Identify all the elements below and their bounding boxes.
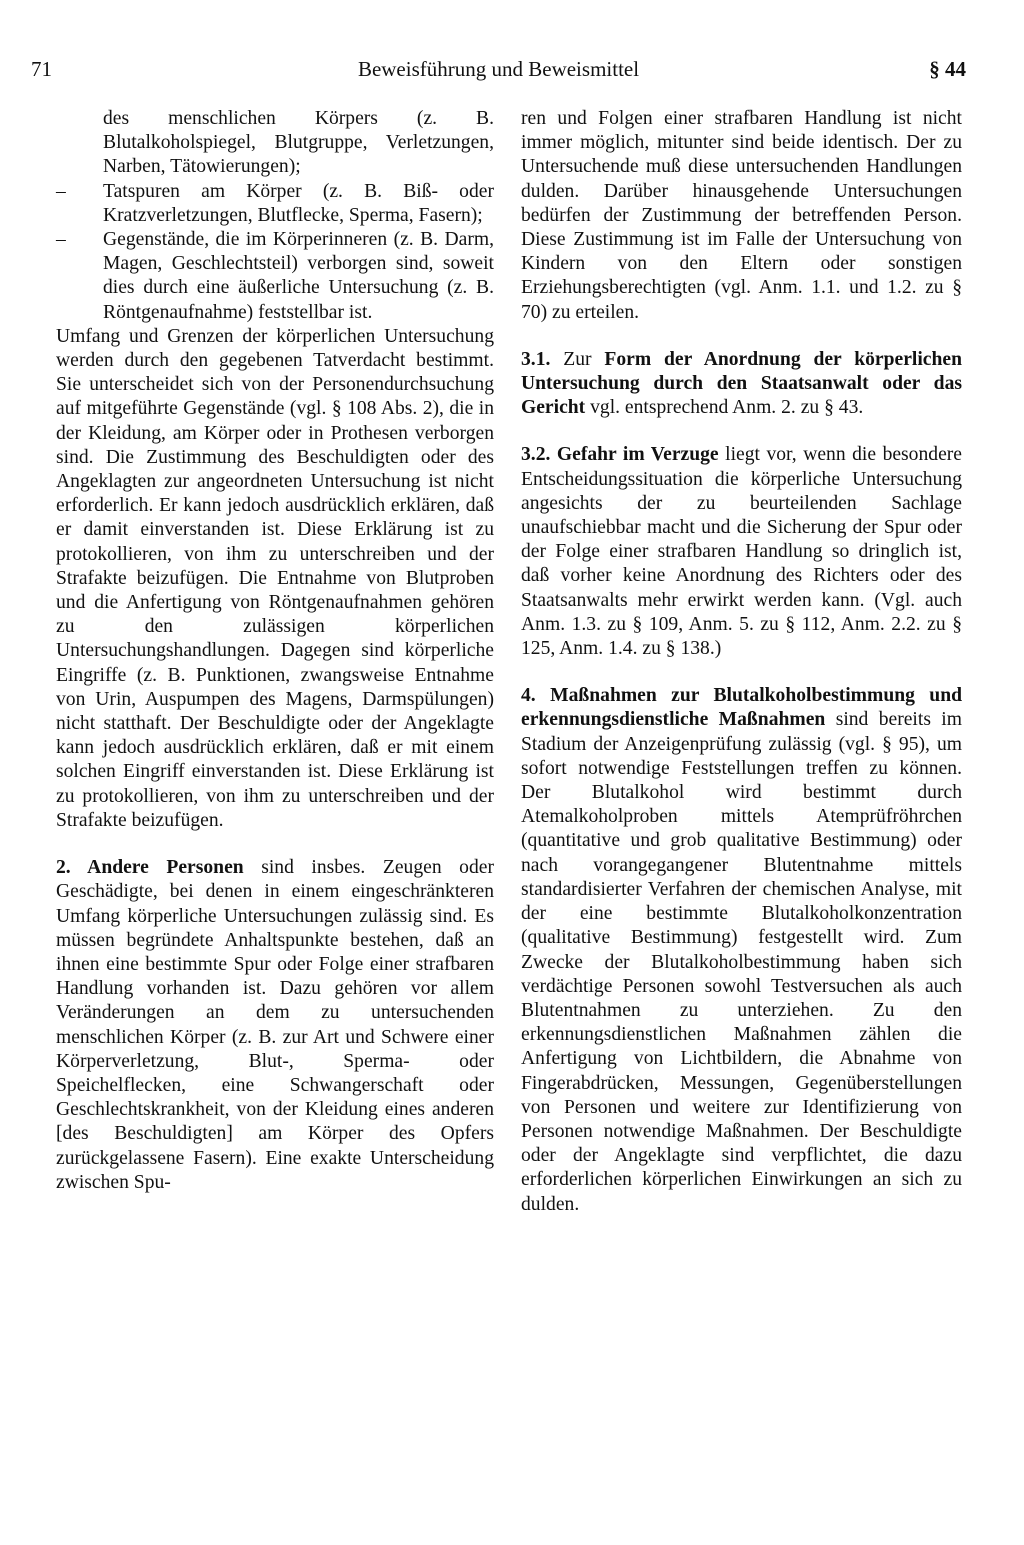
paragraph-scope: Umfang und Grenzen der körperlichen Untersuchung werden durch den gegebenen Tatverdacht bestimmt. Sie unterscheidet sich von der Personendurchsuchung auf mitgeführte Gegenstände (vgl. § 108 Abs. 2), die in der Kleidung, am Körper oder in Prothesen verborgen sind. Die Zustimmung des Beschuldigten oder des Angeklagten zur angeordneten Untersuchung ist nicht erforderlich. Er kann jedoch ausdrücklich erklären, daß er damit einverstanden ist. Diese Erklärung ist zu protokollieren, von ihm zu unterschreiben und der Strafakte beizufügen. Die Entnahme von Blutproben und die Anfertigung von Röntgenaufnahmen gehören zu den zulässigen körperlichen Untersuchungshandlungen. Dagegen sind körperliche Eingriffe (z. B. Punktionen, zwangsweise Entnahme von Urin, Auspumpen des Magens, Darmspülungen) nicht statthaft. Der Beschuldigte oder der Angeklagte kann jedoch ausdrücklich erklären, daß er mit einem solchen Eingriff einverstanden ist. Diese Erklärung ist zu protokollieren, von ihm zu unterschreiben und der Strafakte beizufügen.	[56, 325, 494, 831]
paragraph-section-3-2	[521, 443, 962, 661]
section-reference: § 44	[929, 57, 966, 81]
section-3-1-heading: Form der Anordnung der körperlichen Untersuchung durch den Staatsanwalt oder das Gericht	[521, 348, 962, 419]
running-title: Beweisführung und Beweismittel	[357, 57, 640, 81]
paragraph-section-3-1	[521, 348, 962, 421]
paragraph-continuation: ren und Folgen einer strafbaren Handlung ist nicht immer möglich, mitunter sind beide identisch. Der zu Untersuchende muß diese untersuchenden Handlungen dulden. Darüber hinausgehende Untersuchungen bedürfen der Zustimmung der betreffenden Person. Diese Zustimmung ist im Falle der Untersuchung von Kindern von den Eltern oder sonstigen Erziehungsberechtigten (vgl. Anm. 1.1. und 1.2. zu § 70) zu erteilen.	[521, 108, 962, 323]
section-4-text: sind bereits im Stadium der Anzeigenprüfung zulässig (vgl. § 95), um sofort notwendige Feststellungen treffen zu können. Der Blutalkohol wird bestimmt durch Atemalkoholproben mittels Atemprüfröhrchen (quantitative und grob qualitative Bestimmung) oder nach vorangegangener Blutentnahme mittels standardisierter Verfahren der chemischen Analyse, mit der eine bestimmte Blutalkoholkonzentration (qualitative Bestimmung) festgestellt wird. Zum Zwecke der Blutalkoholbestimmung haben sich verdächtige Personen sowohl Testversuchen als auch Blutentnahmen zu unterziehen. Zu den erkennungsdienstlichen Maßnahmen zählen die Anfertigung von Lichtbildern, die Abnahme von Fingerabdrücken, Messungen, Gegenüberstellungen von Personen und weitere zur Identifizierung von Personen notwendige Maßnahmen. Der Beschuldigte oder der Angeklagte sind verpflichtet, die dazu erforderlichen körperlichen Einwirkungen an sich zu dulden.	[521, 709, 962, 1215]
section-2-heading: 2. Andere Personen	[56, 857, 244, 879]
section-4-heading: 4. Maßnahmen zur Blutalkoholbestimmung und erkennungsdienstliche Maßnahmen	[521, 685, 962, 731]
section-3-1-lead: Zur	[563, 348, 605, 370]
list-item	[56, 180, 494, 228]
list-item-text: Gegenstände, die im Körperinneren (z. B. Darm, Magen, Geschlechtsteil) verborgen sind, soweit dies durch eine äußerliche Untersuchung (z. B. Röntgenaufnahme) feststellbar ist.	[103, 229, 494, 323]
paragraph-section-2	[56, 856, 494, 1195]
list-item	[56, 228, 494, 325]
list-item-text: Tatspuren am Körper (z. B. Biß- oder Kratzverletzungen, Blutflecke, Sperma, Fasern);	[103, 180, 494, 226]
right-column	[521, 107, 962, 1217]
examination-list	[56, 107, 494, 325]
page-header	[31, 52, 966, 86]
list-dash: –	[56, 180, 66, 202]
section-3-1-text: vgl. entsprechend Anm. 2. zu § 43.	[585, 397, 864, 419]
section-2-text: sind insbes. Zeugen oder Geschädigte, bei denen in einem eingeschränkteren Umfang körperliche Untersuchungen zulässig sind. Es müssen begründete Anhaltspunkte bestehen, daß an ihnen eine bestimmte Spur oder Folge einer strafbaren Handlung vorhanden ist. Dazu gehören vor allem Veränderungen an dem zu untersuchenden menschlichen Körper (z. B. zur Art und Schwere einer Körperverletzung, Blut-, Sperma- oder Speichelflecken, eine Schwangerschaft oder Geschlechtskrankheit, von der Kleidung eines anderen [des Beschuldigten] am Körper des Opfers zurückgelassene Fasern). Eine exakte Unterscheidung zwischen Spu-	[56, 857, 494, 1193]
section-3-1-number: 3.1.	[521, 348, 564, 370]
section-3-2-heading: Gefahr im Verzuge	[556, 444, 719, 466]
left-column	[56, 107, 494, 1195]
page-number: 71	[31, 57, 52, 81]
list-item-text: des menschlichen Körpers (z. B. Blutalkoholspiegel, Blutgruppe, Verletzungen, Narben, Tätowierungen);	[103, 108, 494, 178]
section-3-2-text: liegt vor, wenn die besondere Entscheidungssituation die körperliche Untersuchung angesichts der zu beurteilenden Sachlage unaufschiebbar macht und die Sicherung der Spur oder der Folge einer strafbaren Handlung so dringlich ist, daß vorher keine Anordnung des Richters oder des Staatsanwalts mehr erwirkt werden kann. (Vgl. auch Anm. 1.3. zu § 109, Anm. 5. zu § 112, Anm. 2.2. zu § 125, Anm. 1.4. zu § 138.)	[521, 444, 962, 660]
list-item	[56, 107, 494, 180]
section-3-2-number: 3.2.	[521, 444, 557, 466]
list-dash: –	[56, 229, 66, 251]
paragraph-section-4	[521, 684, 962, 1216]
